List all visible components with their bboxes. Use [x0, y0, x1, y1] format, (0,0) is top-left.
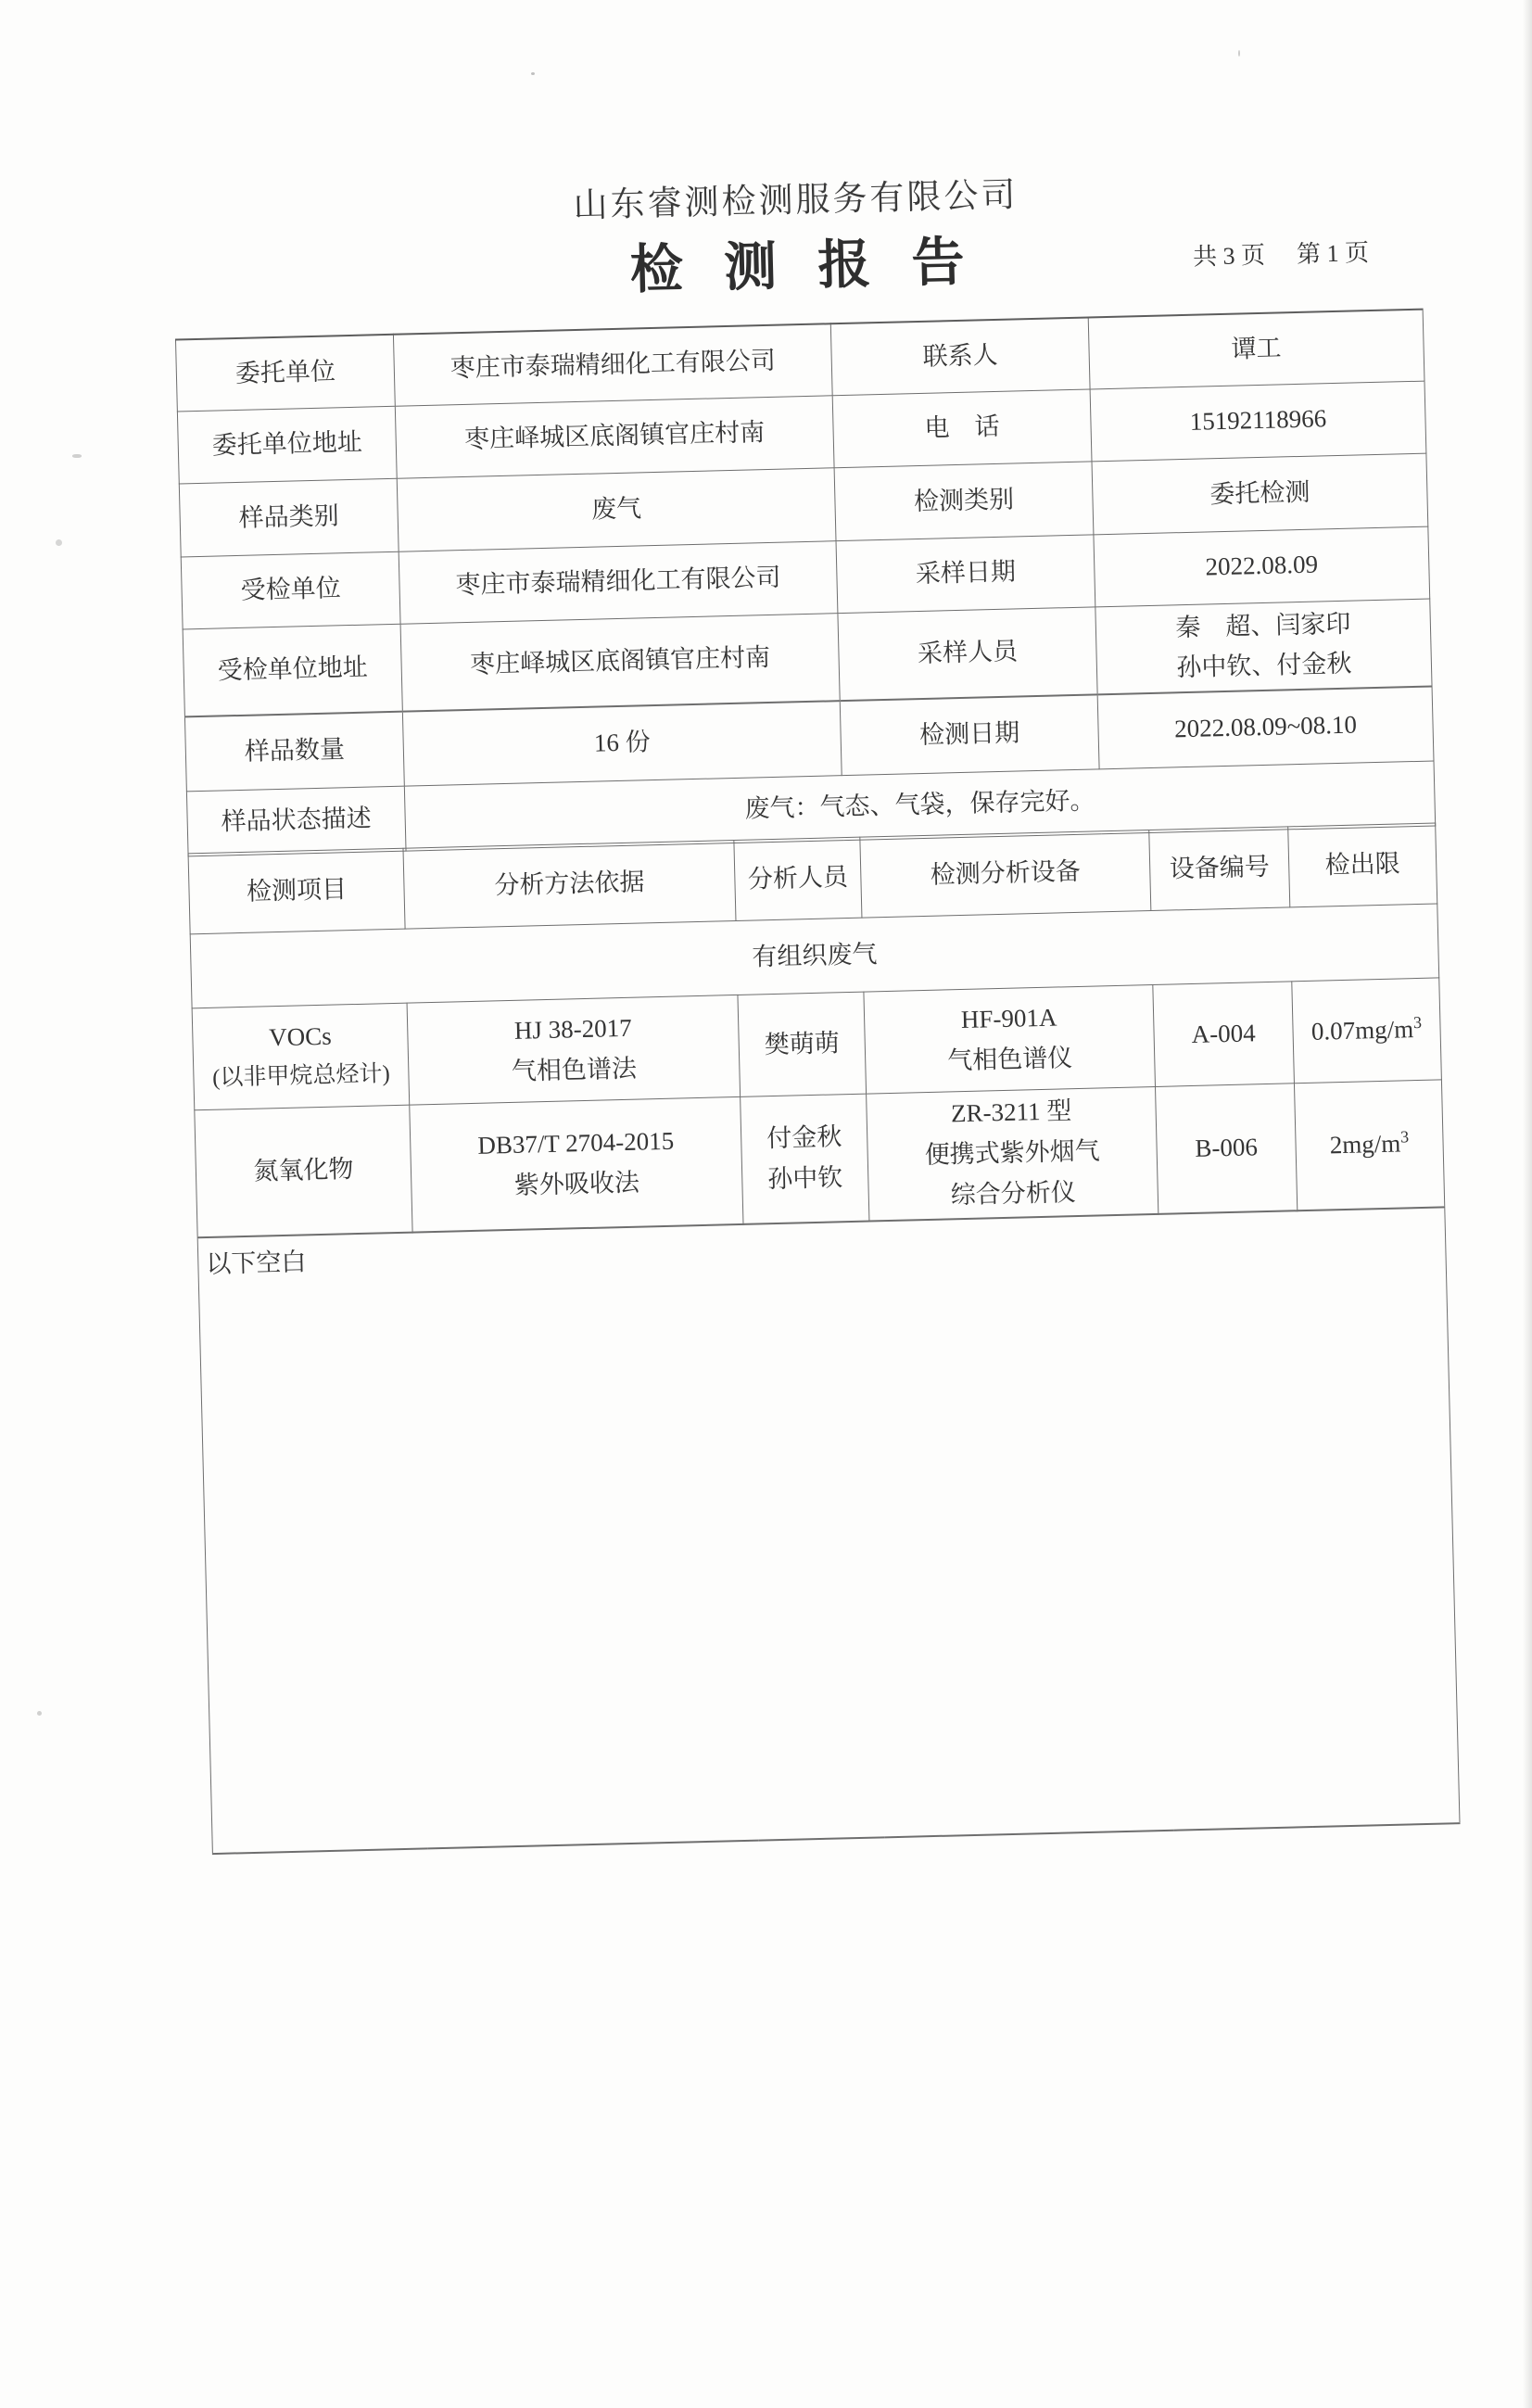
nox-item-line1: 氮氧化物: [253, 1154, 354, 1185]
sample-type-value: 废气: [397, 467, 836, 551]
nox-analyst-line1: 付金秋: [766, 1122, 842, 1153]
vocs-equipment-cell: [864, 984, 1156, 1094]
client-address-label: 委托单位地址: [177, 406, 397, 484]
blank-note: 以下空白: [197, 1207, 1460, 1854]
nox-method-line2: 紫外吸收法: [513, 1168, 640, 1199]
nox-analyst-line2: 孙中钦: [766, 1162, 843, 1193]
header-equipment: 检测分析设备: [860, 830, 1151, 919]
vocs-method-cell: [407, 995, 741, 1105]
nox-equipment-cell: [867, 1086, 1158, 1221]
nox-item-cell: [195, 1105, 412, 1237]
vocs-limit-value: 0.07mg/m: [1310, 1014, 1414, 1046]
vocs-analyst-cell: [738, 992, 867, 1096]
nox-method-line1: DB37/T 2704-2015: [477, 1126, 675, 1160]
sampling-personnel-value: [1095, 599, 1432, 695]
nox-analyst-cell: [741, 1094, 869, 1223]
scan-speck: [531, 72, 535, 75]
vocs-equipment-line1: HF-901A: [960, 1003, 1057, 1033]
tested-unit-label: 受检单位: [181, 551, 400, 629]
sampling-personnel-line2: 孙中钦、付金秋: [1176, 649, 1352, 682]
client-address-value: 枣庄峄城区底阁镇官庄村南: [395, 395, 834, 478]
nox-equipment-line1: ZR-3211 型: [950, 1096, 1072, 1128]
tested-unit-address-label: 受检单位地址: [183, 624, 402, 717]
vocs-analyst-line1: 樊萌萌: [764, 1028, 841, 1058]
vocs-method-line2: 气相色谱法: [511, 1054, 638, 1085]
scan-speck: [56, 539, 62, 546]
blank-area-row: [197, 1207, 1460, 1854]
test-date-value: 2022.08.09~08.10: [1097, 687, 1434, 769]
sample-quantity-label: 样品数量: [184, 712, 404, 792]
pagination: [1193, 234, 1370, 272]
sample-status-value: 废气：气态、气袋，保存完好。: [404, 761, 1435, 851]
phone-value: 15192118966: [1090, 381, 1426, 462]
vocs-item-line2: (以非甲烷总烃计): [211, 1061, 391, 1091]
header-detection-limit: 检出限: [1288, 823, 1437, 907]
nox-detection-limit-cell: [1294, 1080, 1444, 1210]
header-equipment-no: 设备编号: [1149, 827, 1290, 911]
vocs-detection-limit-cell: [1292, 978, 1442, 1084]
sampling-date-value: 2022.08.09: [1094, 526, 1430, 607]
sampling-personnel-label: 采样人员: [838, 606, 1097, 701]
nox-method-cell: [410, 1096, 743, 1232]
header-test-item: 检测项目: [188, 848, 405, 934]
vocs-item-line1: VOCs: [268, 1022, 333, 1052]
client-unit-value: 枣庄市泰瑞精细化工有限公司: [393, 323, 832, 406]
nox-limit-value: 2mg/m: [1329, 1129, 1401, 1160]
section-organized-waste-gas: 有组织废气: [190, 904, 1439, 1008]
vocs-equipment-line2: 气相色谱仪: [946, 1043, 1073, 1074]
client-info-table: [175, 309, 1436, 856]
scan-speck: [72, 454, 82, 458]
scan-edge-shadow: [1523, 0, 1532, 2408]
nox-limit-exponent: 3: [1399, 1127, 1410, 1147]
sample-quantity-value: 16 份: [402, 701, 842, 786]
vocs-equipment-no-cell: A-004: [1153, 982, 1295, 1087]
vocs-item-cell: [192, 1003, 410, 1110]
test-date-label: 检测日期: [840, 694, 1099, 775]
scan-speck: [37, 1711, 42, 1716]
phone-label: 电 话: [832, 388, 1092, 467]
header-method: 分析方法依据: [403, 840, 736, 929]
nox-equipment-line2: 便携式紫外烟气: [924, 1136, 1101, 1169]
contact-value: 谭工: [1088, 310, 1424, 389]
header-analyst: 分析人员: [734, 837, 862, 920]
tested-unit-value: 枣庄市泰瑞精细化工有限公司: [399, 540, 838, 624]
scan-speck: [1238, 50, 1240, 57]
test-type-label: 检测类别: [834, 461, 1094, 540]
test-items-table: [188, 822, 1461, 1854]
nox-equipment-no-cell: B-006: [1155, 1084, 1297, 1214]
sample-status-label: 样品状态描述: [186, 786, 406, 856]
sample-type-label: 样品类别: [179, 478, 399, 557]
sampling-date-label: 采样日期: [836, 534, 1095, 613]
contact-label: 联系人: [830, 317, 1090, 395]
test-type-value: 委托检测: [1092, 453, 1428, 535]
page-number: 第 1 页: [1296, 239, 1370, 268]
sampling-personnel-line1: 秦 超、闫家印: [1175, 609, 1351, 641]
nox-equipment-line3: 综合分析仪: [950, 1177, 1077, 1209]
tested-unit-address-value: 枣庄峄城区底阁镇官庄村南: [400, 613, 840, 712]
vocs-limit-exponent: 3: [1412, 1012, 1423, 1032]
report-title: 检 测 报 告: [629, 233, 980, 300]
vocs-method-line1: HJ 38-2017: [513, 1013, 633, 1045]
page-count: 共 3 页: [1192, 241, 1266, 271]
company-name: 山东睿测检测服务有限公司: [573, 176, 1019, 226]
client-unit-label: 委托单位: [175, 335, 395, 412]
